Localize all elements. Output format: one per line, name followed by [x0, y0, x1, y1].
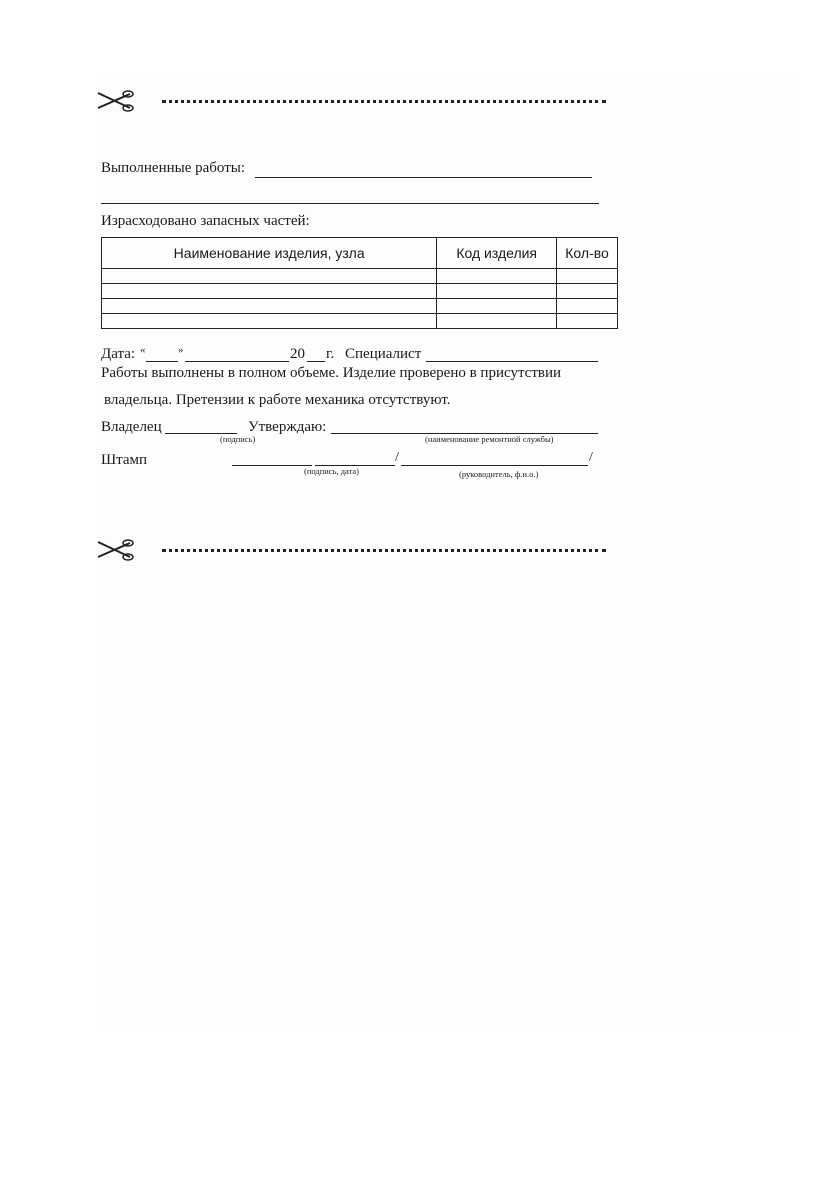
table-cell[interactable]: [557, 269, 618, 284]
specialist-line[interactable]: [426, 361, 598, 362]
head-line[interactable]: [401, 465, 588, 466]
date-label: Дата:: [101, 346, 136, 362]
header-quantity: Кол-во: [557, 238, 618, 269]
dotted-cut-line: [162, 100, 606, 103]
table-row: [102, 269, 618, 284]
table-cell[interactable]: [437, 299, 557, 314]
scissors-icon: [96, 537, 136, 563]
table-cell[interactable]: [102, 284, 437, 299]
slash-2: /: [589, 450, 593, 465]
works-line-2[interactable]: [101, 203, 599, 204]
quote-open: «: [140, 344, 146, 356]
approve-label: Утверждаю:: [248, 419, 327, 435]
table-cell[interactable]: [102, 299, 437, 314]
header-item-name: Наименование изделия, узла: [102, 238, 437, 269]
table-row: [102, 299, 618, 314]
statement-line-2: владельца. Претензии к работе механика отсутствуют.: [104, 392, 451, 408]
works-line-1[interactable]: [255, 177, 592, 178]
head-caption: (руководитель, ф.и.о.): [459, 469, 539, 479]
date-month-line[interactable]: [185, 361, 289, 362]
specialist-label: Специалист: [345, 346, 422, 362]
cut-line-top: [96, 88, 616, 114]
sign-date-caption: (подпись, дата): [304, 466, 360, 476]
date-year-line[interactable]: [307, 361, 325, 362]
statement-line-1: Работы выполнены в полном объеме. Изделие проверено в присутствии: [101, 365, 562, 381]
date-day-line[interactable]: [146, 361, 178, 362]
table-cell[interactable]: [437, 284, 557, 299]
table-cell[interactable]: [437, 269, 557, 284]
table-row: [102, 314, 618, 329]
cut-line-bottom: [96, 537, 616, 563]
works-label: Выполненные работы:: [101, 160, 246, 176]
table-cell[interactable]: [557, 284, 618, 299]
owner-label: Владелец: [101, 419, 162, 435]
stamp-sign-line-1[interactable]: [232, 465, 312, 466]
scissors-icon: [96, 88, 136, 114]
stamp-label: Штамп: [101, 452, 148, 468]
parts-table: [101, 237, 618, 329]
dotted-cut-line: [162, 549, 606, 552]
parts-table-header: [102, 238, 618, 269]
parts-label: Израсходовано запасных частей:: [101, 213, 310, 229]
table-cell[interactable]: [102, 269, 437, 284]
table-cell[interactable]: [557, 299, 618, 314]
header-item-code: Код изделия: [437, 238, 557, 269]
table-cell[interactable]: [437, 314, 557, 329]
year-prefix: 20: [290, 346, 305, 362]
year-suffix: г.: [326, 346, 335, 362]
table-cell[interactable]: [102, 314, 437, 329]
quote-close: »: [178, 344, 184, 356]
slash-1: /: [395, 450, 399, 465]
table-row: [102, 284, 618, 299]
table-cell[interactable]: [557, 314, 618, 329]
owner-sign-caption: (подпись): [220, 434, 256, 444]
service-caption: (наименование ремонтной службы): [425, 434, 554, 444]
